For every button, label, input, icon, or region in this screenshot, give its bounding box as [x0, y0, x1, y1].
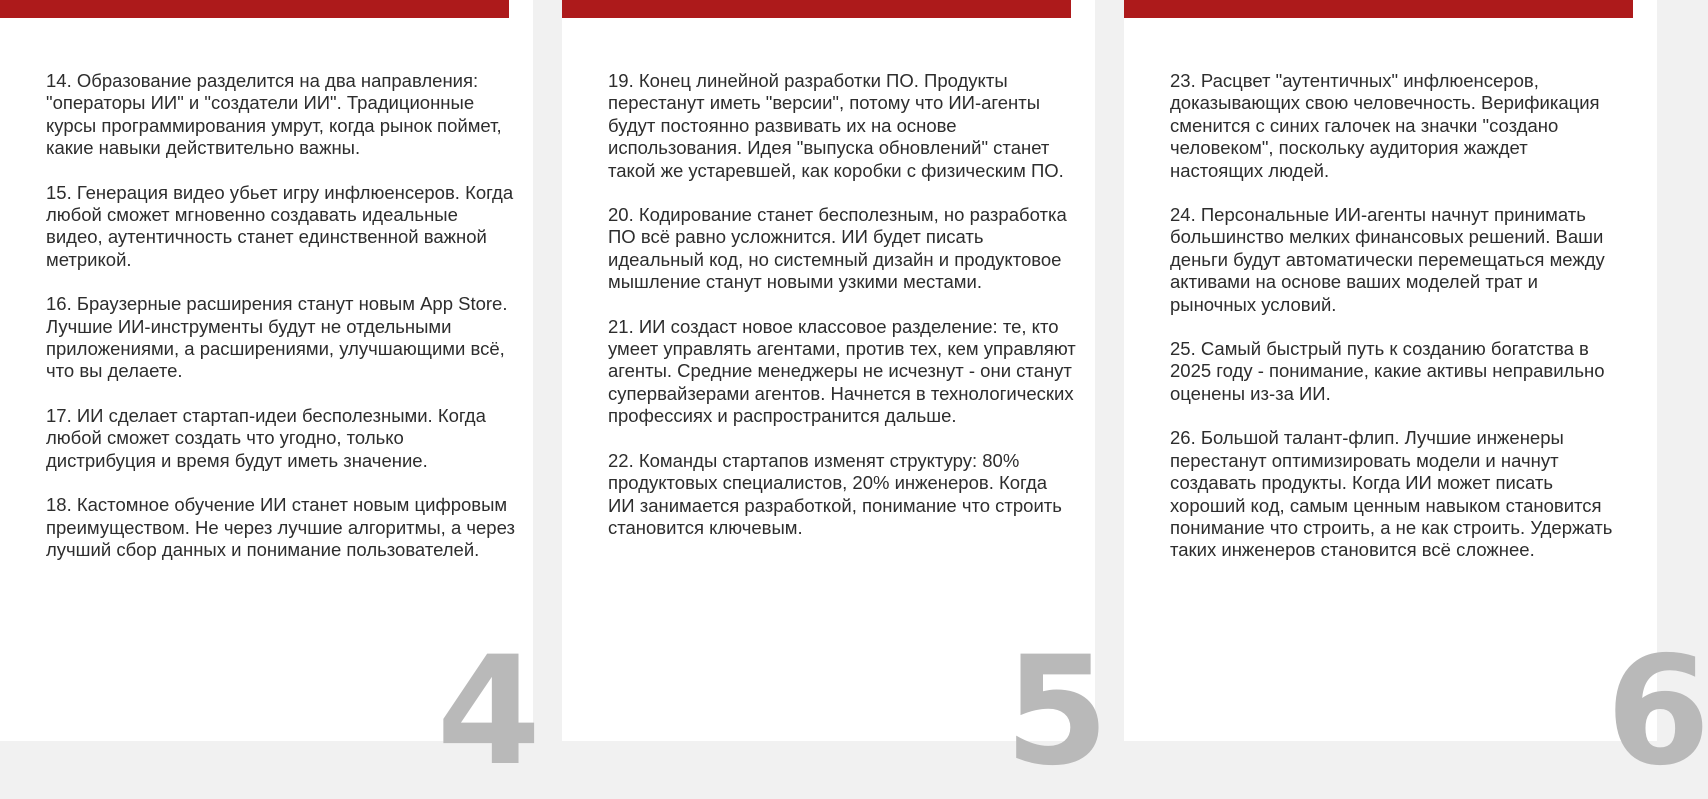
page-number: 5 — [1004, 625, 1107, 799]
paragraph-14: 14. Образование разделится на два направления: "операторы ИИ" и "создатели ИИ". Традиционные курсы программирования умрут, когда рынок поймет, какие навыки действительно важны. — [46, 70, 502, 159]
paragraph-25: 25. Самый быстрый путь к созданию богатства в 2025 году - понимание, какие активы неправильно оценены из-за ИИ. — [1170, 338, 1605, 404]
page-number: 4 — [436, 625, 539, 799]
paragraph-24: 24. Персональные ИИ-агенты начнут принимать большинство мелких финансовых решений. Ваши деньги будут автоматически перемещаться между активами на основе ваших моделей трат и рыночных условий. — [1170, 204, 1605, 315]
paragraph-26: 26. Большой талант-флип. Лучшие инженеры перестанут оптимизировать модели и начнут создавать продукты. Когда ИИ может писать хороший код, самым ценным навыком становится понимание что строить, а не как строить. Удержать таких инженеров становится всё сложнее. — [1170, 427, 1613, 561]
paragraph-21: 21. ИИ создаст новое классовое разделение: те, кто умеет управлять агентами, против тех, кем управляют агенты. Средние менеджеры не исчезнут - они станут супервайзерами агентов. Начнется в технологических профессиях и распространится дальше. — [608, 315, 1076, 427]
paragraph-17: 17. ИИ сделает стартап-идеи бесполезными. Когда любой сможет создать что угодно, только дистрибуция и время будут иметь значение. — [46, 404, 486, 471]
slide-content — [608, 70, 1078, 561]
slide-page-5 — [562, 0, 1107, 799]
paragraph-18: 18. Кастомное обучение ИИ станет новым цифровым преимуществом. Не через лучшие алгоритмы, а через лучший сбор данных и понимание пользователей. — [46, 494, 515, 560]
slide-page-4 — [0, 0, 539, 799]
header-accent-bar — [0, 0, 509, 18]
paragraph-20: 20. Кодирование станет бесполезным, но разработка ПО всё равно усложнится. ИИ будет писать идеальный код, но системный дизайн и продуктовое мышление станут новыми узкими местами. — [608, 204, 1067, 293]
paragraph-16: 16. Браузерные расширения станут новым App Store. Лучшие ИИ-инструменты будут не отдельными приложениями, а расширениями, улучшающими всё, что вы делаете. — [46, 293, 508, 382]
paragraph-23: 23. Расцвет "аутентичных" инфлюенсеров, доказывающих свою человечность. Верификация сменится с синих галочек на значки "создано человеком", поскольку аудитория жаждет настоящих людей. — [1170, 70, 1600, 181]
slide-page-6 — [1124, 0, 1708, 799]
slide-content — [1170, 70, 1620, 584]
slide-content — [46, 70, 516, 583]
header-accent-bar — [562, 0, 1071, 18]
paragraph-19: 19. Конец линейной разработки ПО. Продукты перестанут иметь "версии", потому что ИИ-агенты будут постоянно развивать их на основе использования. Идея "выпуска обновлений" станет такой же устаревшей, как коробки с физическим ПО. — [608, 70, 1064, 181]
header-accent-bar — [1124, 0, 1633, 18]
paragraph-22: 22. Команды стартапов изменят структуру: 80% продуктовых специалистов, 20% инженеров. Когда ИИ занимается разработкой, понимание что строить становится ключевым. — [608, 449, 1062, 538]
paragraph-15: 15. Генерация видео убьет игру инфлюенсеров. Когда любой сможет мгновенно создавать идеальные видео, аутентичность станет единственной важной метрикой. — [46, 181, 514, 270]
page-number: 6 — [1606, 625, 1708, 799]
